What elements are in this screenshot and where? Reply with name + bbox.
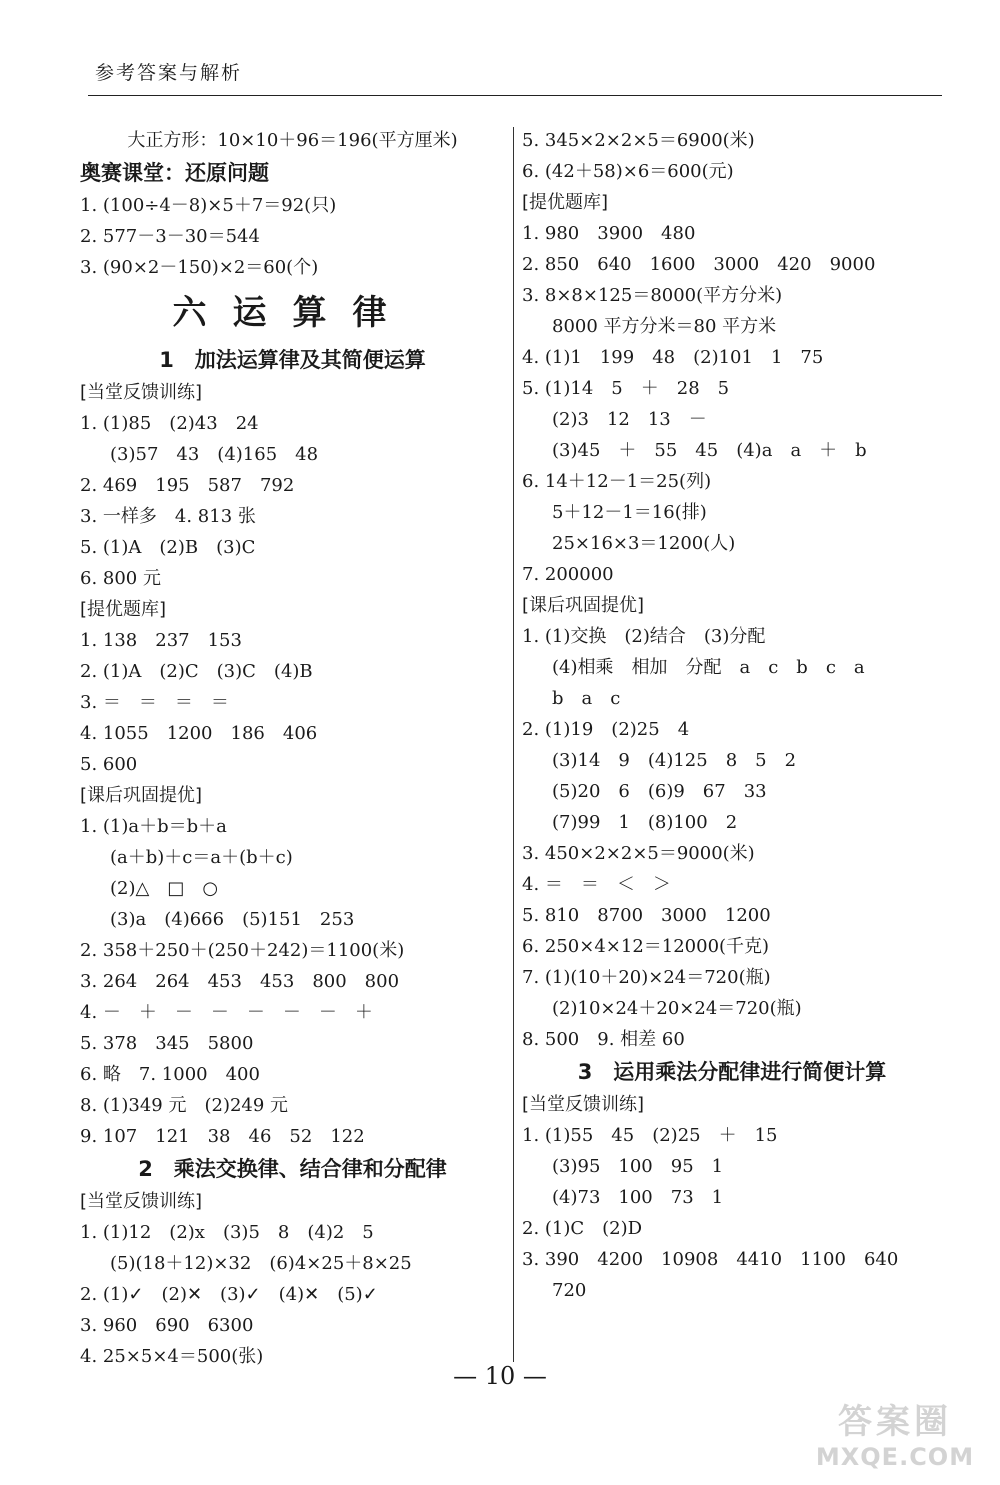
- header-rule: [88, 95, 942, 96]
- answer-line: 6. (42＋58)×6＝600(元): [522, 161, 734, 182]
- answer-line: 4. ＝ ＝ ＜ ＞: [522, 874, 671, 895]
- section-tag: [课后巩固提优]: [80, 785, 203, 806]
- answer-line: 1. (1)12 (2)x (3)5 8 (4)2 5: [80, 1222, 374, 1243]
- answer-line: 2. 358＋250＋(250＋242)＝1100(米): [80, 940, 405, 961]
- answer-line: 3. 390 4200 10908 4410 1100 640: [522, 1249, 899, 1270]
- answer-line: (4)相乘 相加 分配 a c b c a: [552, 657, 865, 678]
- answer-line: (3)95 100 95 1: [552, 1156, 724, 1177]
- answer-line: 2. (1)A (2)C (3)C (4)B: [80, 661, 313, 682]
- answer-line: 4. － ＋ － － － － － ＋: [80, 1002, 373, 1023]
- answer-line: 2. 577－3－30＝544: [80, 226, 260, 247]
- answer-line: (7)99 1 (8)100 2: [552, 812, 738, 833]
- answer-line: (a＋b)＋c＝a＋(b＋c): [110, 847, 293, 868]
- section-tag: [课后巩固提优]: [522, 595, 645, 616]
- answer-line: 3. 一样多 4. 813 张: [80, 506, 256, 527]
- answer-line: 7. (1)(10＋20)×24＝720(瓶): [522, 967, 771, 988]
- answer-line: 大正方形：10×10＋96＝196(平方厘米): [127, 130, 458, 151]
- section-title: 2 乘法交换律、结合律和分配律: [138, 1157, 447, 1181]
- answer-line: 2. (1)✓ (2)✕ (3)✓ (4)✕ (5)✓: [80, 1284, 378, 1305]
- answer-line: 4. (1)1 199 48 (2)101 1 75: [522, 347, 824, 368]
- answer-line: 8000 平方分米＝80 平方米: [552, 316, 777, 337]
- answer-line: 1. (1)85 (2)43 24: [80, 413, 259, 434]
- answer-line: 5. (1)14 5 ＋ 28 5: [522, 378, 730, 399]
- section-tag: [当堂反馈训练]: [80, 382, 203, 403]
- answer-line: 5. 810 8700 3000 1200: [522, 905, 771, 926]
- answer-line: 4. 1055 1200 186 406: [80, 723, 318, 744]
- answer-line: 3. ＝ ＝ ＝ ＝: [80, 692, 229, 713]
- answer-line: 6. 250×4×12＝12000(千克): [522, 936, 770, 957]
- page-number: — 10 —: [453, 1362, 547, 1390]
- answer-line: 1. 980 3900 480: [522, 223, 696, 244]
- page-header-title: 参考答案与解析: [95, 62, 243, 84]
- answer-line: (3)14 9 (4)125 8 5 2: [552, 750, 797, 771]
- answer-line: 4. 25×5×4＝500(张): [80, 1346, 264, 1367]
- right-column: [522, 125, 942, 1306]
- answer-line: (3)a (4)666 (5)151 253: [110, 909, 355, 930]
- answer-line: (3)57 43 (4)165 48: [110, 444, 319, 465]
- answer-line: 5＋12－1＝16(排): [552, 502, 707, 523]
- answer-line: 1. (100÷4－8)×5＋7＝92(只): [80, 195, 337, 216]
- left-column: [80, 125, 505, 1372]
- answer-line: (5)(18＋12)×32 (6)4×25＋8×25: [110, 1253, 412, 1274]
- answer-line: 3. 264 264 453 453 800 800: [80, 971, 400, 992]
- answer-line: 1. (1)55 45 (2)25 ＋ 15: [522, 1125, 778, 1146]
- section-tag: [提优题库]: [522, 192, 609, 213]
- answer-line: 2. 850 640 1600 3000 420 9000: [522, 254, 876, 275]
- section-title: 3 运用乘法分配律进行简便计算: [577, 1060, 887, 1084]
- section-tag: [提优题库]: [80, 599, 167, 620]
- answer-line: 8. 500 9. 相差 60: [522, 1029, 685, 1050]
- answer-line: (5)20 6 (6)9 67 33: [552, 781, 767, 802]
- answer-line: 6. 800 元: [80, 568, 161, 589]
- answer-line: 3. 8×8×125＝8000(平方分米): [522, 285, 783, 306]
- answer-line: 3. (90×2－150)×2＝60(个): [80, 257, 319, 278]
- answer-line: 3. 960 690 6300: [80, 1315, 254, 1336]
- answer-line: 3. 450×2×2×5＝9000(米): [522, 843, 755, 864]
- answer-line: b a c: [552, 688, 621, 709]
- column-divider: [513, 127, 514, 1362]
- answer-line: 1. (1)a＋b＝b＋a: [80, 816, 227, 837]
- answer-line: 7. 200000: [522, 564, 614, 585]
- section-tag: [当堂反馈训练]: [522, 1094, 645, 1115]
- answer-line: 2. (1)C (2)D: [522, 1218, 643, 1239]
- answer-line: 5. 345×2×2×5＝6900(米): [522, 130, 755, 151]
- answer-line: (2)3 12 13 －: [552, 409, 707, 430]
- watermark-logo: [810, 1394, 980, 1471]
- subheading: 奥赛课堂：还原问题: [80, 161, 269, 185]
- answer-line: 5. 378 345 5800: [80, 1033, 254, 1054]
- answer-line: (3)45 ＋ 55 45 (4)a a ＋ b: [552, 440, 867, 461]
- answer-line: 6. 略 7. 1000 400: [80, 1064, 260, 1085]
- answer-line: 1. 138 237 153: [80, 630, 242, 651]
- section-tag: [当堂反馈训练]: [80, 1191, 203, 1212]
- answer-line: (2)10×24＋20×24＝720(瓶): [552, 998, 802, 1019]
- watermark-bottom-text: MXQE.COM: [815, 1443, 975, 1471]
- answer-line: 9. 107 121 38 46 52 122: [80, 1126, 365, 1147]
- watermark-top-text: 答案圈: [838, 1402, 952, 1442]
- chapter-title: 六运算律: [172, 293, 413, 333]
- section-title: 1 加法运算律及其简便运算: [159, 348, 426, 372]
- answer-line: 25×16×3＝1200(人): [552, 533, 736, 554]
- answer-line: 2. 469 195 587 792: [80, 475, 295, 496]
- answer-line: (2)△ □ ○: [110, 878, 219, 899]
- answer-line: 5. (1)A (2)B (3)C: [80, 537, 256, 558]
- answer-line: 8. (1)349 元 (2)249 元: [80, 1095, 289, 1116]
- answer-line: 720: [552, 1280, 587, 1301]
- answer-line: 6. 14＋12－1＝25(列): [522, 471, 712, 492]
- answer-line: 5. 600: [80, 754, 138, 775]
- answer-line: (4)73 100 73 1: [552, 1187, 724, 1208]
- answer-line: 1. (1)交换 (2)结合 (3)分配: [522, 626, 766, 647]
- answer-line: 2. (1)19 (2)25 4: [522, 719, 690, 740]
